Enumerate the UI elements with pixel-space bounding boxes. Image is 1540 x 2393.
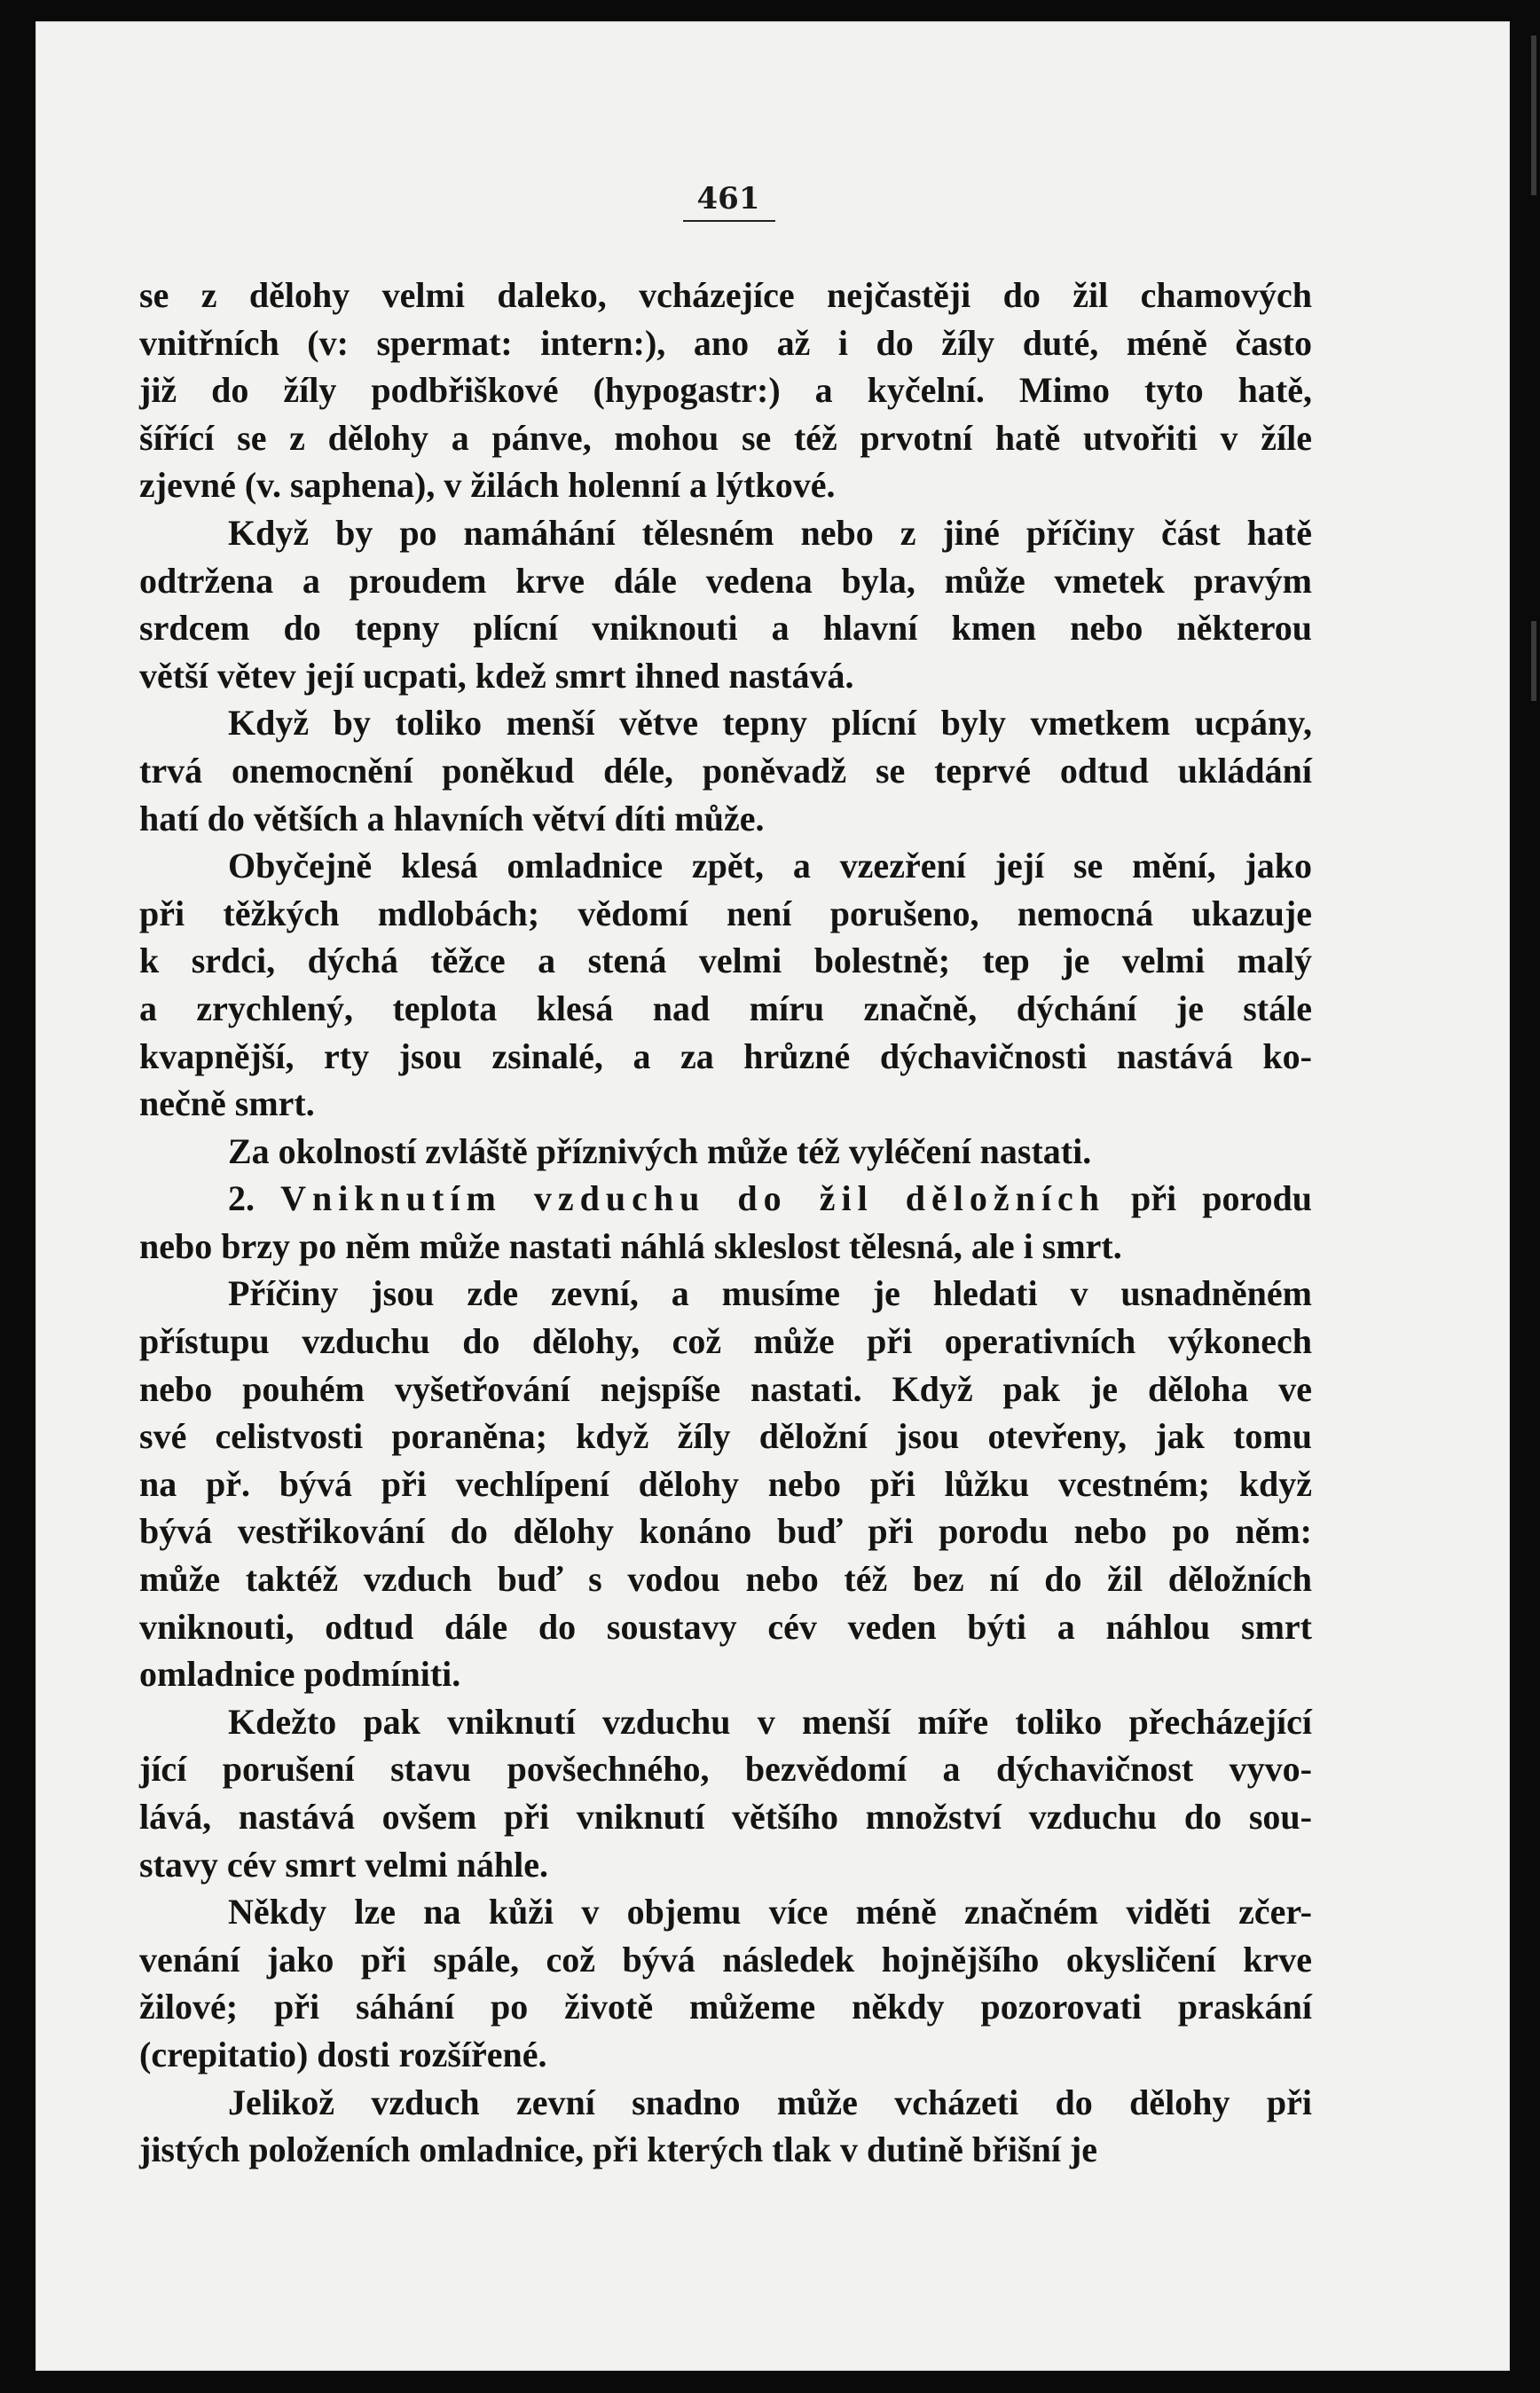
text-line: při těžkých mdlobách; vědomí není porušeno, nemocná ukazuje	[139, 893, 1312, 933]
page-number: 461	[696, 181, 760, 216]
text-line: Když by po namáhání tělesném nebo z jiné příčiny část hatě	[228, 512, 1312, 553]
text-line: Když by toliko menší větve tepny plícní byly vmetkem ucpány,	[228, 703, 1312, 744]
text-line: (crepitatio) dosti rozšířené.	[139, 2034, 547, 2074]
paragraph	[139, 272, 1312, 509]
page-number-rule	[683, 220, 775, 222]
text-line: stavy cév smrt velmi náhle.	[139, 1844, 549, 1885]
text-line: již do žíly podbřiškové (hypogastr:) a kyčelní. Mimo tyto hatě,	[139, 370, 1312, 411]
text-line: se z dělohy velmi daleko, vcházejíce nejčastěji do žil chamových	[139, 275, 1312, 315]
text-line: 2. Vniknutím vzduchu do žil děložních při porodu	[228, 1178, 1313, 1219]
scan-edge-mark	[1531, 35, 1536, 195]
text-line: Někdy lze na kůži v objemu více méně značném viděti zčer-	[228, 1892, 1312, 1933]
paragraph	[139, 1698, 1312, 1888]
text-line: jící porušení stavu povšechného, bezvědomí a dýchavičnost vyvo-	[139, 1749, 1312, 1790]
paragraph	[139, 842, 1312, 1128]
paragraph	[139, 2079, 1312, 2174]
paragraph	[139, 699, 1312, 842]
text-line: a zrychlený, teplota klesá nad míru značně, dýchání je stále	[139, 988, 1312, 1028]
emphasized-phrase: Vniknutím vzduchu do žil děložních	[280, 1178, 1105, 1219]
text-line: šířící se z dělohy a pánve, mohou se též prvotní hatě utvořiti v žíle	[139, 417, 1312, 458]
text-line: Kdežto pak vniknutí vzduchu v menší míře toliko přecházející	[228, 1701, 1312, 1742]
paragraph	[139, 1175, 1312, 1270]
text-line: omladnice podmíniti.	[139, 1654, 461, 1695]
scan-edge-mark	[1531, 621, 1536, 701]
text-line: srdcem do tepny plícní vniknouti a hlavní kmen nebo některou	[139, 608, 1312, 649]
text-line: trvá onemocnění poněkud déle, poněvadž se teprvé odtud ukládání	[139, 750, 1312, 791]
text-line: venání jako při spále, což bývá následek hojnějšího okysličení krve	[139, 1939, 1312, 1980]
text-line: na př. bývá při vechlípení dělohy nebo při lůžku vcestném; když	[139, 1463, 1312, 1504]
text-line: vniknouti, odtud dále do soustavy cév veden býti a náhlou smrt	[139, 1606, 1312, 1647]
text-line: Příčiny jsou zde zevní, a musíme je hledati v usnadněném	[228, 1273, 1312, 1314]
text-line: nebo brzy po něm může nastati náhlá skleslost tělesná, ale i smrt.	[139, 1225, 1122, 1266]
text-line: zjevné (v. saphena), v žilách holenní a lýtkové.	[139, 465, 836, 506]
text-line: nečně smrt.	[139, 1083, 315, 1124]
paragraph	[139, 1128, 1312, 1176]
book-page	[35, 21, 1510, 2371]
text-line: lává, nastává ovšem při vniknutí většího množství vzduchu do sou-	[139, 1797, 1312, 1837]
text-line: může taktéž vzduch buď s vodou nebo též bez ní do žil děložních	[139, 1559, 1312, 1600]
text-line: větší větev její ucpati, kdež smrt ihned nastává.	[139, 655, 854, 696]
text-line: odtržena a proudem krve dále vedena byla, může vmetek pravým	[139, 560, 1312, 601]
text-line: Za okolností zvláště příznivých může též vyléčení nastati.	[228, 1130, 1092, 1171]
text-line: své celistvosti poraněna; když žíly děložní jsou otevřeny, jak tomu	[139, 1416, 1312, 1457]
text-line: hatí do větších a hlavních větví díti může.	[139, 798, 765, 838]
text-line: nebo pouhém vyšetřování nejspíše nastati. Když pak je děloha ve	[139, 1368, 1312, 1409]
text-line: Jelikož vzduch zevní snadno může vcházeti do dělohy při	[228, 2082, 1312, 2122]
text-line: vnitřních (v: spermat: intern:), ano až i do žíly duté, méně často	[139, 322, 1312, 363]
paragraph	[139, 1270, 1312, 1697]
text-line: žilové; při sáhání po životě můžeme někdy pozorovati praskání	[139, 1987, 1312, 2027]
text-line: přístupu vzduchu do dělohy, což může při operativních výkonech	[139, 1321, 1312, 1362]
text-line: bývá vestřikování do dělohy konáno buď při porodu nebo po něm:	[139, 1511, 1312, 1552]
text-line: jistých položeních omladnice, při kterých tlak v dutině břišní je	[139, 2129, 1097, 2170]
text-line: kvapnější, rty jsou zsinalé, a za hrůzné dýchavičnosti nastává ko-	[139, 1035, 1312, 1076]
text-line: Obyčejně klesá omladnice zpět, a vzezření její se mění, jako	[228, 846, 1312, 886]
body-text	[139, 272, 1312, 2174]
paragraph	[139, 509, 1312, 699]
paragraph	[139, 1888, 1312, 2078]
text-line: k srdci, dýchá těžce a stená velmi bolestně; tep je velmi malý	[139, 941, 1312, 981]
